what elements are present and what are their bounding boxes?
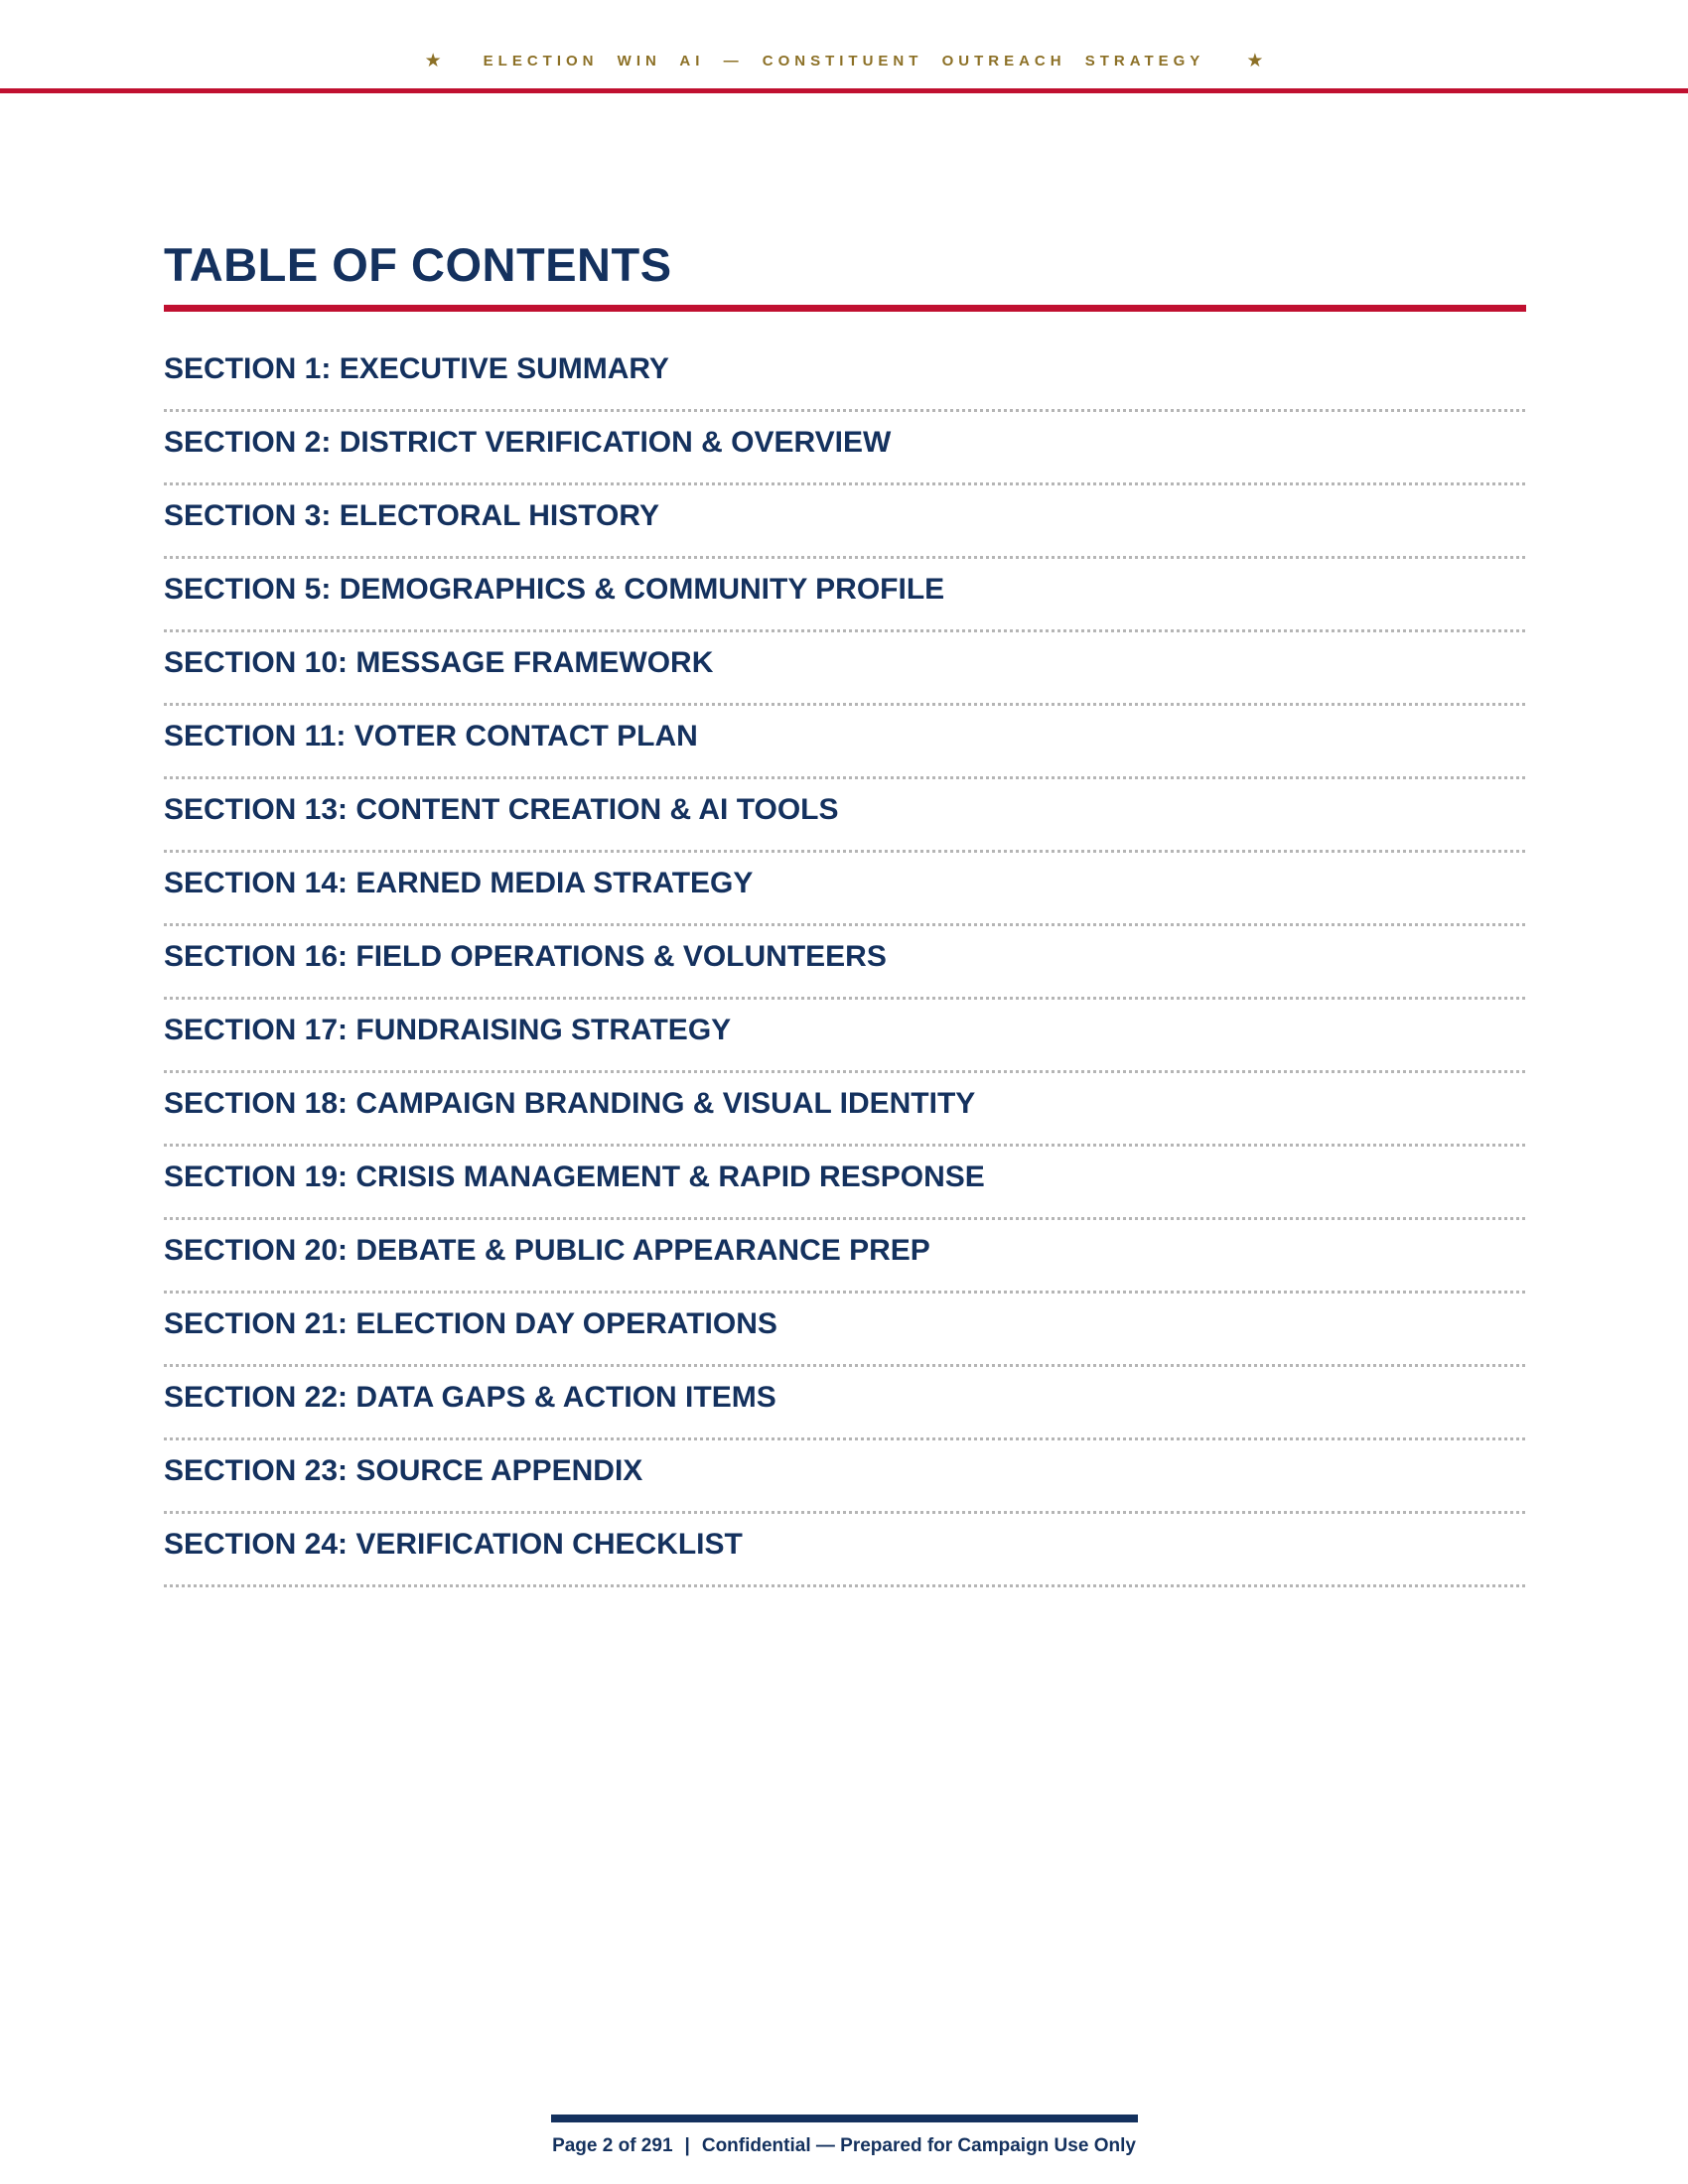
toc-entry[interactable] — [164, 1220, 1526, 1294]
toc-entry[interactable] — [164, 632, 1526, 706]
toc-entry-label: SECTION 17: FUNDRAISING STRATEGY — [164, 1014, 732, 1046]
star-icon-left: ★ — [424, 51, 442, 71]
star-icon-right: ★ — [1246, 51, 1264, 71]
toc-entry-label: SECTION 18: CAMPAIGN BRANDING & VISUAL IDENTITY — [164, 1087, 976, 1120]
toc-entry-label: SECTION 14: EARNED MEDIA STRATEGY — [164, 867, 754, 899]
toc-entry-label: SECTION 10: MESSAGE FRAMEWORK — [164, 646, 714, 679]
toc-entry-label: SECTION 16: FIELD OPERATIONS & VOLUNTEERS — [164, 940, 887, 973]
confidential-notice: Confidential — Prepared for Campaign Use Only — [701, 2135, 1136, 2156]
toc-entry[interactable] — [164, 1440, 1526, 1514]
toc-entry-label: SECTION 2: DISTRICT VERIFICATION & OVERVIEW — [164, 426, 892, 459]
toc-entry-label: SECTION 21: ELECTION DAY OPERATIONS — [164, 1307, 777, 1340]
toc-entry-label: SECTION 5: DEMOGRAPHICS & COMMUNITY PROFILE — [164, 573, 945, 606]
toc-entry[interactable] — [164, 926, 1526, 1000]
toc-entry[interactable] — [164, 1073, 1526, 1147]
page-footer — [0, 2115, 1688, 2157]
toc-entry-label: SECTION 11: VOTER CONTACT PLAN — [164, 720, 698, 752]
toc-entry[interactable] — [164, 1147, 1526, 1220]
toc-content — [164, 238, 1526, 1587]
toc-entry[interactable] — [164, 853, 1526, 926]
toc-entry[interactable] — [164, 1294, 1526, 1367]
running-header-title: ELECTION WIN AI — CONSTITUENT OUTREACH STRATEGY — [483, 53, 1205, 69]
footer-text — [0, 2135, 1688, 2157]
toc-entry-label: SECTION 20: DEBATE & PUBLIC APPEARANCE PREP — [164, 1234, 930, 1267]
toc-entry-label: SECTION 22: DATA GAPS & ACTION ITEMS — [164, 1381, 776, 1414]
running-header — [0, 52, 1688, 70]
toc-entry[interactable] — [164, 1367, 1526, 1440]
footer-divider — [551, 2115, 1138, 2122]
header-divider — [0, 88, 1688, 93]
toc-entry[interactable] — [164, 339, 1526, 412]
toc-entry[interactable] — [164, 412, 1526, 485]
toc-entry-label: SECTION 13: CONTENT CREATION & AI TOOLS — [164, 793, 839, 826]
page-title: TABLE OF CONTENTS — [164, 238, 672, 291]
toc-entry-label: SECTION 19: CRISIS MANAGEMENT & RAPID RESPONSE — [164, 1160, 985, 1193]
toc-entry-label: SECTION 24: VERIFICATION CHECKLIST — [164, 1528, 743, 1561]
toc-entry[interactable] — [164, 779, 1526, 853]
toc-list — [164, 339, 1526, 1587]
toc-entry[interactable] — [164, 706, 1526, 779]
toc-entry-label: SECTION 3: ELECTORAL HISTORY — [164, 499, 659, 532]
toc-entry-label: SECTION 23: SOURCE APPENDIX — [164, 1454, 643, 1487]
toc-entry[interactable] — [164, 1000, 1526, 1073]
page-number: Page 2 of 291 — [552, 2135, 673, 2156]
toc-entry-divider — [164, 1584, 1526, 1587]
toc-entry[interactable] — [164, 1514, 1526, 1587]
toc-entry[interactable] — [164, 485, 1526, 559]
toc-entry[interactable] — [164, 559, 1526, 632]
title-divider — [164, 305, 1526, 312]
toc-entry-label: SECTION 1: EXECUTIVE SUMMARY — [164, 352, 669, 385]
footer-separator: | — [684, 2135, 690, 2156]
